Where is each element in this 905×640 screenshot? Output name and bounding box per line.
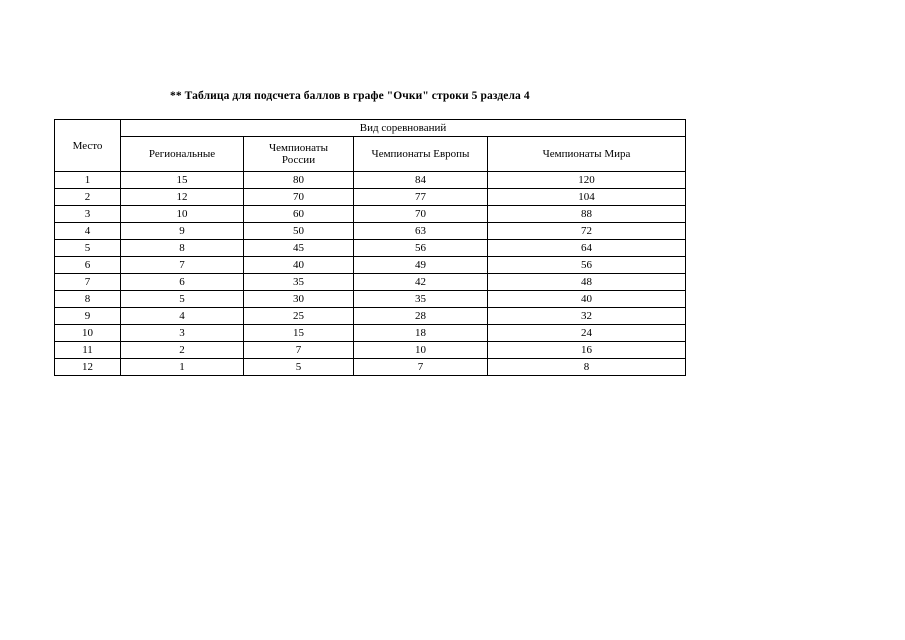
cell-russia: 15 [244,325,354,342]
cell-place: 7 [55,274,121,291]
cell-russia: 5 [244,359,354,376]
cell-europe: 7 [354,359,488,376]
cell-regional: 5 [121,291,244,308]
cell-europe: 49 [354,257,488,274]
cell-world: 64 [488,240,686,257]
cell-europe: 42 [354,274,488,291]
cell-europe: 63 [354,223,488,240]
cell-europe: 35 [354,291,488,308]
cell-regional: 2 [121,342,244,359]
cell-russia: 80 [244,172,354,189]
cell-russia: 30 [244,291,354,308]
place-column-header: Место [55,120,121,172]
table-row [55,359,686,376]
cell-europe: 84 [354,172,488,189]
cell-regional: 3 [121,325,244,342]
cell-europe: 56 [354,240,488,257]
cell-regional: 15 [121,172,244,189]
cell-place: 6 [55,257,121,274]
cell-world: 16 [488,342,686,359]
cell-regional: 9 [121,223,244,240]
column-header-world-championships: Чемпионаты Мира [488,137,686,172]
cell-place: 10 [55,325,121,342]
column-header-russia-championships [244,137,354,172]
table-body [55,172,686,376]
cell-europe: 70 [354,206,488,223]
cell-place: 12 [55,359,121,376]
cell-place: 9 [55,308,121,325]
cell-regional: 8 [121,240,244,257]
cell-russia: 25 [244,308,354,325]
cell-russia: 70 [244,189,354,206]
cell-russia: 50 [244,223,354,240]
cell-world: 104 [488,189,686,206]
cell-europe: 10 [354,342,488,359]
cell-place: 2 [55,189,121,206]
cell-regional: 4 [121,308,244,325]
page-title: ** Таблица для подсчета баллов в графе "Очки" строки 5 раздела 4 [170,90,530,102]
cell-russia: 35 [244,274,354,291]
cell-world: 56 [488,257,686,274]
points-table [54,119,686,376]
table-row [55,257,686,274]
cell-world: 32 [488,308,686,325]
table-row [55,223,686,240]
cell-world: 72 [488,223,686,240]
cell-regional: 12 [121,189,244,206]
cell-europe: 18 [354,325,488,342]
column-header-regional: Региональные [121,137,244,172]
cell-regional: 7 [121,257,244,274]
cell-place: 8 [55,291,121,308]
cell-place: 4 [55,223,121,240]
cell-russia: 7 [244,342,354,359]
cell-place: 1 [55,172,121,189]
table-row [55,342,686,359]
column-header-russia-line1: Чемпионаты России [269,142,328,166]
cell-place: 11 [55,342,121,359]
cell-regional: 6 [121,274,244,291]
table-row [55,308,686,325]
cell-russia: 40 [244,257,354,274]
table-row [55,291,686,308]
cell-world: 40 [488,291,686,308]
cell-russia: 60 [244,206,354,223]
table-row [55,240,686,257]
cell-world: 8 [488,359,686,376]
competition-type-header: Вид соревнований [121,120,686,137]
table-row [55,274,686,291]
cell-world: 24 [488,325,686,342]
cell-world: 48 [488,274,686,291]
header-row-columns [55,137,686,172]
cell-place: 5 [55,240,121,257]
table-row [55,206,686,223]
cell-world: 120 [488,172,686,189]
table-row [55,325,686,342]
cell-place: 3 [55,206,121,223]
table-row [55,172,686,189]
cell-world: 88 [488,206,686,223]
cell-europe: 77 [354,189,488,206]
cell-europe: 28 [354,308,488,325]
table-header [55,120,686,172]
column-header-europe-championships: Чемпионаты Европы [354,137,488,172]
table-row [55,189,686,206]
cell-regional: 10 [121,206,244,223]
cell-regional: 1 [121,359,244,376]
header-row-group [55,120,686,137]
cell-russia: 45 [244,240,354,257]
